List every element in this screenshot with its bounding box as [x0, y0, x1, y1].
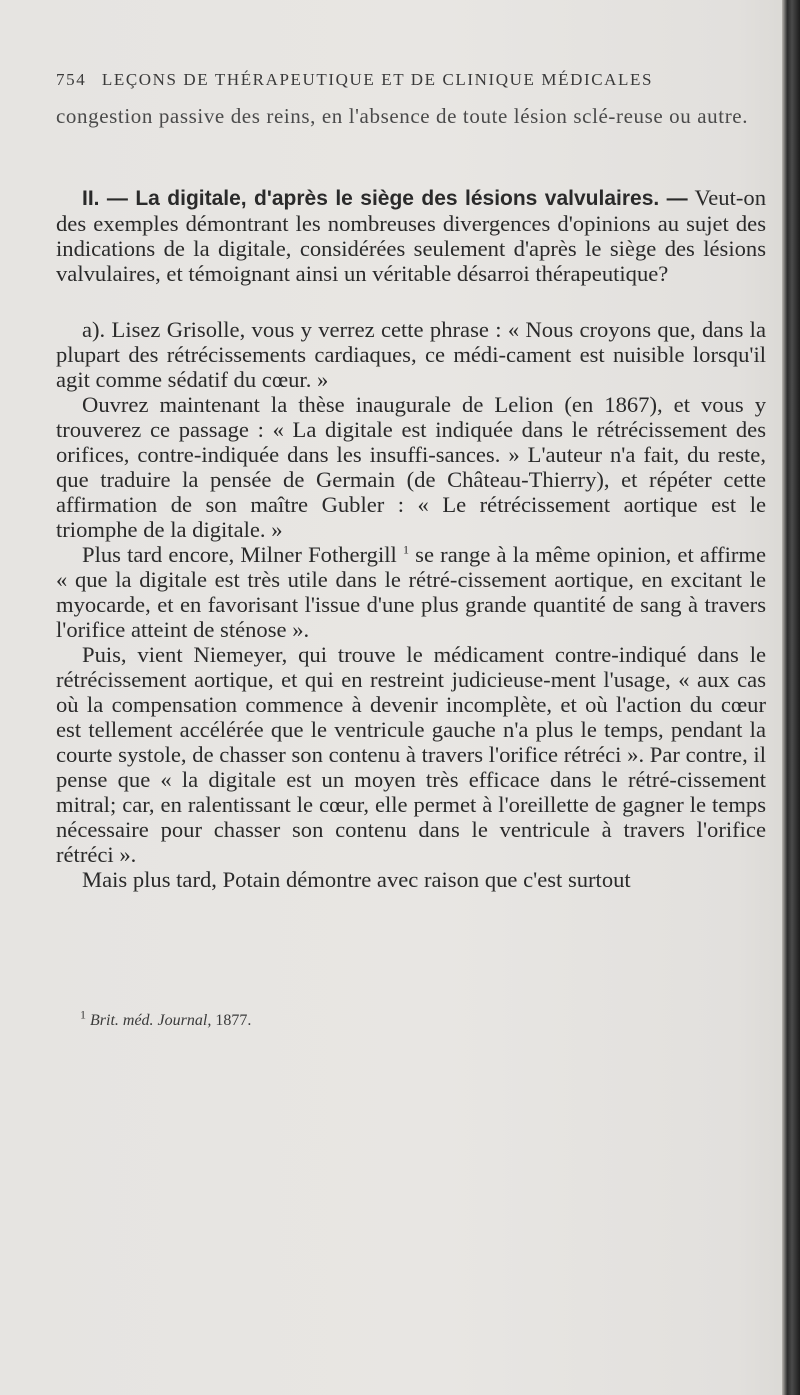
opening-paragraph: congestion passive des reins, en l'absence de toute lésion sclé-reuse ou autre. — [56, 104, 749, 128]
running-header — [56, 70, 776, 90]
paragraph-c-end: se range à la même opinion, et affirme « que la digitale est très utile dans le rétré-cissement aortique, en excitant le myocarde, et en favorisant l'issue d'une plus grande quantité de sang à travers l'orifice atteint de sténose ». — [56, 542, 766, 642]
footnote-marker: 1 — [80, 1007, 86, 1022]
footnote-reference: 1 — [403, 542, 409, 557]
section-number: II. — — [82, 187, 136, 210]
paragraph-d: Puis, vient Niemeyer, qui trouve le médicament contre-indiqué dans le rétrécissement aortique, et qui en restreint judicieuse-ment l'usage, « aux cas où la compensation commence à devenir incomplète, et où l'action du cœur est tellement accélérée que le ventricule gauche n'a plus le temps, pendant la courte systole, de chasser son contenu à travers l'orifice rétréci ». Par contre, il pense que « la digitale est un moyen très efficace dans le rétré-cissement mitral; car, en ralentissant le cœur, elle permet à l'oreillette de gagner le temps nécessaire pour chasser son contenu dans le ventricule à travers l'orifice rétréci ». — [56, 642, 766, 867]
section-heading: La digitale, d'après le siège des lésions valvulaires. — — [135, 187, 688, 210]
running-title: LEÇONS DE THÉRAPEUTIQUE ET DE CLINIQUE MÉDICALES — [101, 70, 654, 89]
paragraph-b: Ouvrez maintenant la thèse inaugurale de Lelion (en 1867), et vous y trouverez ce passage : « La digitale est indiquée dans le rétrécissement des orifices, contre-indiquée dans les insuffi-sances. » L'auteur n'a fait, du reste, que traduire la pensée de Germain (de Château-Thierry), et répéter cette affirmation de son maître Gubler : « Le rétrécissement aortique est le triomphe de la digitale. » — [56, 392, 766, 542]
book-binding-edge — [782, 0, 800, 1395]
body-text — [56, 104, 766, 892]
paragraph-c-start: Plus tard encore, Milner Fothergill — [82, 542, 397, 567]
footnote-journal: Brit. méd. Journal, — [90, 1012, 212, 1029]
paragraph-c — [56, 542, 766, 642]
page-number: 754 — [56, 70, 87, 89]
footnote-year: 1877. — [211, 1012, 252, 1029]
footnote — [80, 1007, 252, 1030]
paragraph-a: a). Lisez Grisolle, vous y verrez cette phrase : « Nous croyons que, dans la plupart des rétrécissements cardiaques, ce médi-cament est nuisible lorsqu'il agit comme sédatif du cœur. » — [56, 317, 766, 392]
section-paragraph — [56, 185, 766, 286]
section-intro: Veut-on des exemples démontrant les nombreuses divergences d'opinions au sujet des indications de la digitale, considérées seulement d'après le siège des lésions valvulaires, et témoignant ainsi un véritable désarroi thérapeutique? — [56, 185, 766, 286]
paragraph-e: Mais plus tard, Potain démontre avec raison que c'est surtout — [82, 867, 631, 892]
